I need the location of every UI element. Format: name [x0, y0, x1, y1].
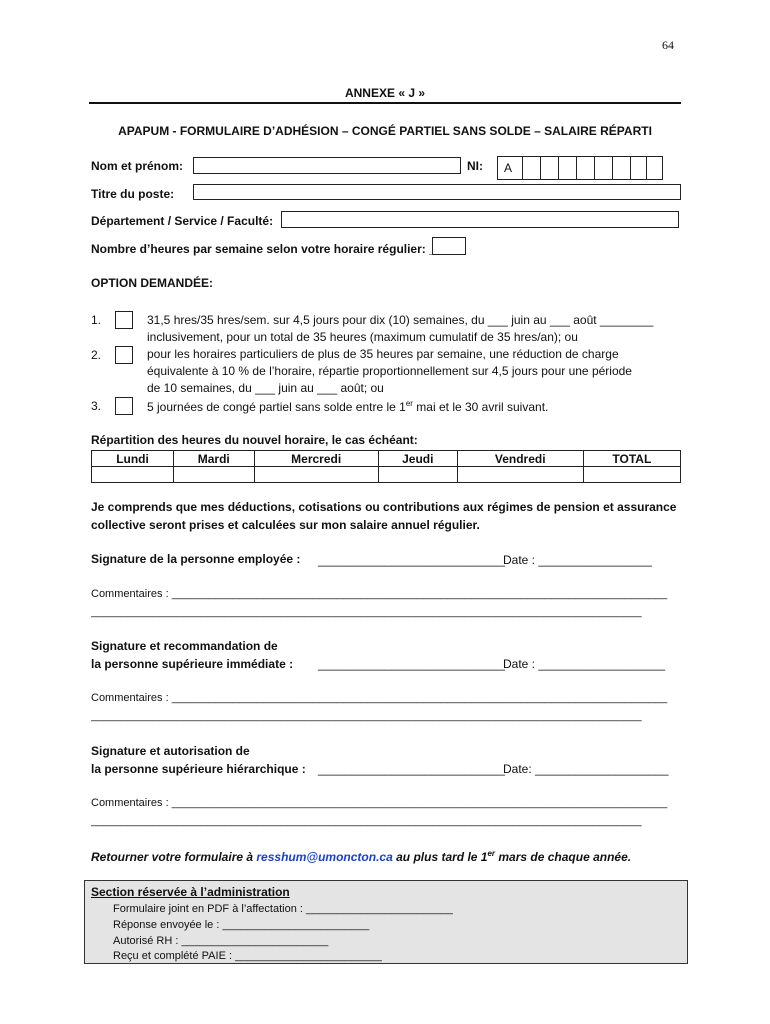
option-2-text-line-3: de 10 semaines, du ___ juin au ___ août; ou	[147, 381, 384, 395]
ni-label: NI:	[467, 159, 483, 173]
ni-cell-divider	[630, 157, 631, 179]
hierarchy-signature-label-1: Signature et autorisation de	[91, 744, 250, 758]
comments-3-line-2[interactable]: __________________________________________________________________________________________	[91, 815, 642, 827]
email-link[interactable]: resshum@umoncton.ca	[256, 850, 393, 864]
schedule-cell-lundi[interactable]	[92, 467, 174, 483]
comments-2-line-2[interactable]: __________________________________________________________________________________________	[91, 710, 642, 722]
ni-field[interactable]	[497, 156, 663, 180]
return-note-end: mars de chaque année.	[495, 850, 632, 864]
option-3-text-start: 5 journées de congé partiel sans solde entre le 1	[147, 400, 406, 414]
option-1-number: 1.	[91, 313, 102, 327]
page-number: 64	[662, 38, 674, 52]
comments-label: Commentaires :	[91, 692, 172, 704]
return-note-start: Retourner votre formulaire à	[91, 850, 257, 864]
deductions-line-1: Je comprends que mes déductions, cotisations ou contributions aux régimes de pension et assurance	[91, 500, 677, 514]
schedule-cell-vendredi[interactable]	[457, 467, 583, 483]
annex-title: ANNEXE « J »	[344, 86, 426, 100]
deductions-line-2: collective seront prises et calculées sur mon salaire annuel régulier.	[91, 518, 480, 532]
option-3-number: 3.	[91, 399, 102, 413]
title-rule	[89, 102, 681, 104]
return-note	[91, 849, 631, 864]
name-field[interactable]	[193, 157, 461, 174]
ni-cell-divider	[558, 157, 559, 179]
ni-cell-divider	[612, 157, 613, 179]
supervisor-date[interactable]: Date : ___________________	[503, 657, 666, 671]
schedule-cell-jeudi[interactable]	[378, 467, 457, 483]
ni-cell-divider	[522, 157, 523, 179]
comments-3[interactable]	[91, 797, 667, 809]
comments-label: Commentaires :	[91, 588, 172, 600]
employee-date[interactable]: Date : _________________	[503, 553, 652, 567]
ni-cell-divider	[594, 157, 595, 179]
hours-field[interactable]	[432, 237, 466, 255]
schedule-col-total: TOTAL	[583, 451, 680, 467]
admin-line-payroll[interactable]: Reçu et complété PAIE : ________________________	[113, 950, 382, 962]
admin-line-pdf[interactable]: Formulaire joint en PDF à l’affectation : ________________________	[113, 903, 453, 915]
option-3-text	[147, 399, 548, 414]
option-3-checkbox[interactable]	[115, 397, 133, 415]
job-title-label: Titre du poste:	[91, 187, 175, 201]
supervisor-signature-label-1: Signature et recommandation de	[91, 639, 278, 653]
comments-label: Commentaires :	[91, 797, 172, 809]
ni-first-char: A	[504, 161, 513, 175]
comments-line: _________________________________________________________________________________	[171, 797, 668, 809]
schedule-header-row	[92, 451, 681, 467]
option-1-checkbox[interactable]	[115, 311, 133, 329]
department-label: Département / Service / Faculté:	[91, 214, 274, 228]
schedule-cell-mardi[interactable]	[174, 467, 254, 483]
option-1-text-line-1: 31,5 hres/35 hres/sem. sur 4,5 jours pour dix (10) semaines, du ___ juin au ___ août ________	[147, 313, 654, 327]
supervisor-signature-label-2: la personne supérieure immédiate :	[91, 657, 294, 671]
option-3-superscript: er	[405, 399, 413, 408]
schedule-input-row	[92, 467, 681, 483]
option-2-checkbox[interactable]	[115, 346, 133, 364]
schedule-col-mercredi: Mercredi	[254, 451, 378, 467]
schedule-table	[91, 450, 681, 483]
schedule-col-lundi: Lundi	[92, 451, 174, 467]
hierarchy-signature-label-2: la personne supérieure hiérarchique :	[91, 762, 306, 776]
ni-cell-divider	[646, 157, 647, 179]
option-3-text-end: mai et le 30 avril suivant.	[412, 400, 549, 414]
employee-signature-label: Signature de la personne employée :	[91, 552, 301, 566]
ni-cell-divider	[540, 157, 541, 179]
admin-title: Section réservée à l’administration	[91, 885, 290, 899]
ni-cell-divider	[576, 157, 577, 179]
schedule-col-mardi: Mardi	[174, 451, 254, 467]
option-2-text-line-1: pour les horaires particuliers de plus de 35 heures par semaine, une réduction de charge	[147, 347, 619, 361]
schedule-col-vendredi: Vendredi	[457, 451, 583, 467]
return-note-middle: au plus tard le 1	[392, 850, 488, 864]
schedule-cell-mercredi[interactable]	[254, 467, 378, 483]
name-label: Nom et prénom:	[91, 159, 184, 173]
comments-1-line-2[interactable]: __________________________________________________________________________________________	[91, 606, 642, 618]
option-1-text-line-2: inclusivement, pour un total de 35 heures (maximum cumulatif de 35 hres/an); ou	[147, 330, 578, 344]
admin-line-response[interactable]: Réponse envoyée le : ________________________	[113, 919, 370, 931]
hours-label: Nombre d’heures par semaine selon votre horaire régulier: ____	[91, 242, 456, 256]
admin-line-hr[interactable]: Autorisé RH : ________________________	[113, 935, 329, 947]
form-title: APAPUM - FORMULAIRE D’ADHÉSION – CONGÉ PARTIEL SANS SOLDE – SALAIRE RÉPARTI	[118, 124, 652, 138]
department-field[interactable]	[281, 211, 679, 228]
employee-signature-line[interactable]: ____________________________	[318, 553, 505, 567]
option-2-text-line-2: équivalente à 10 % de l’horaire, répartie proportionnellement sur 4,5 jours pour une période	[147, 364, 632, 378]
hierarchy-signature-line[interactable]: ____________________________	[318, 762, 505, 776]
job-title-field[interactable]	[193, 184, 681, 200]
return-note-superscript: er	[487, 849, 496, 858]
admin-section	[84, 880, 688, 964]
comments-2[interactable]	[91, 692, 667, 704]
schedule-cell-total[interactable]	[583, 467, 680, 483]
comments-1[interactable]	[91, 588, 667, 600]
schedule-col-jeudi: Jeudi	[378, 451, 457, 467]
comments-line: _________________________________________________________________________________	[171, 588, 668, 600]
schedule-heading: Répartition des heures du nouvel horaire, le cas échéant:	[91, 433, 418, 447]
hierarchy-date[interactable]: Date: ____________________	[503, 762, 669, 776]
supervisor-signature-line[interactable]: ____________________________	[318, 657, 505, 671]
option-heading: OPTION DEMANDÉE:	[91, 276, 214, 290]
option-2-number: 2.	[91, 348, 102, 362]
comments-line: _________________________________________________________________________________	[171, 692, 668, 704]
